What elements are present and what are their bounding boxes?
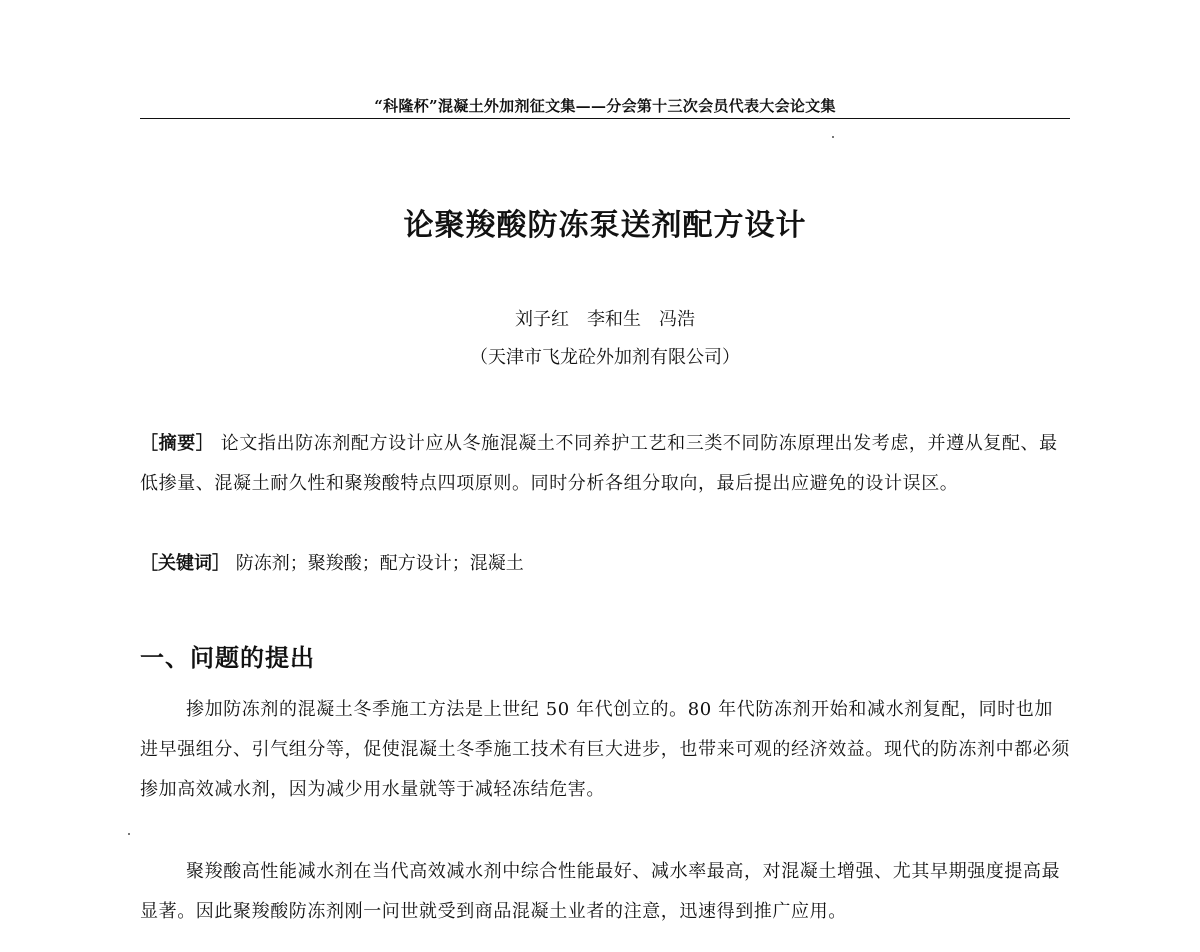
abstract-label: ［摘要］: [140, 433, 215, 454]
section-heading: 一、问题的提出: [140, 644, 315, 672]
body-paragraph-1: 掺加防冻剂的混凝土冬季施工方法是上世纪 50 年代创立的。80 年代防冻剂开始和减水剂复配，同时也加进早强组分、引气组分等，促使混凝土冬季施工技术有巨大进步，也带来可观的经济效益。现代的防冻剂中都必须掺加高效减水剂，因为减少用水量就等于减轻冻结危害。: [140, 699, 1070, 800]
header-rule: [140, 118, 1070, 119]
abstract-text: 论文指出防冻剂配方设计应从冬施混凝土不同养护工艺和三类不同防冻原理出发考虑，并遵从复配、最低掺量、混凝土耐久性和聚羧酸特点四项原则。同时分析各组分取向，最后提出应避免的设计误区。: [140, 433, 1058, 494]
paper-title: 论聚羧酸防冻泵送剂配方设计: [403, 208, 807, 243]
running-header: “科隆杯”混凝土外加剂征文集——分会第十三次会员代表大会论文集: [374, 97, 836, 115]
keywords-text: 防冻剂；聚羧酸；配方设计；混凝土: [235, 553, 524, 574]
paper-affiliation: （天津市飞龙砼外加剂有限公司）: [470, 347, 740, 368]
scan-speck: [832, 136, 834, 138]
scan-speck: [128, 833, 130, 835]
keywords-label: ［关键词］: [140, 553, 230, 574]
body-paragraph-2: 聚羧酸高性能减水剂在当代高效减水剂中综合性能最好、减水率最高，对混凝土增强、尤其早期强度提高最显著。因此聚羧酸防冻剂刚一问世就受到商品混凝土业者的注意，迅速得到推广应用。: [140, 861, 1061, 922]
keywords-block: [140, 546, 1070, 582]
abstract-block: [140, 424, 1070, 504]
paper-authors: 刘子红 李和生 冯浩: [515, 309, 695, 330]
